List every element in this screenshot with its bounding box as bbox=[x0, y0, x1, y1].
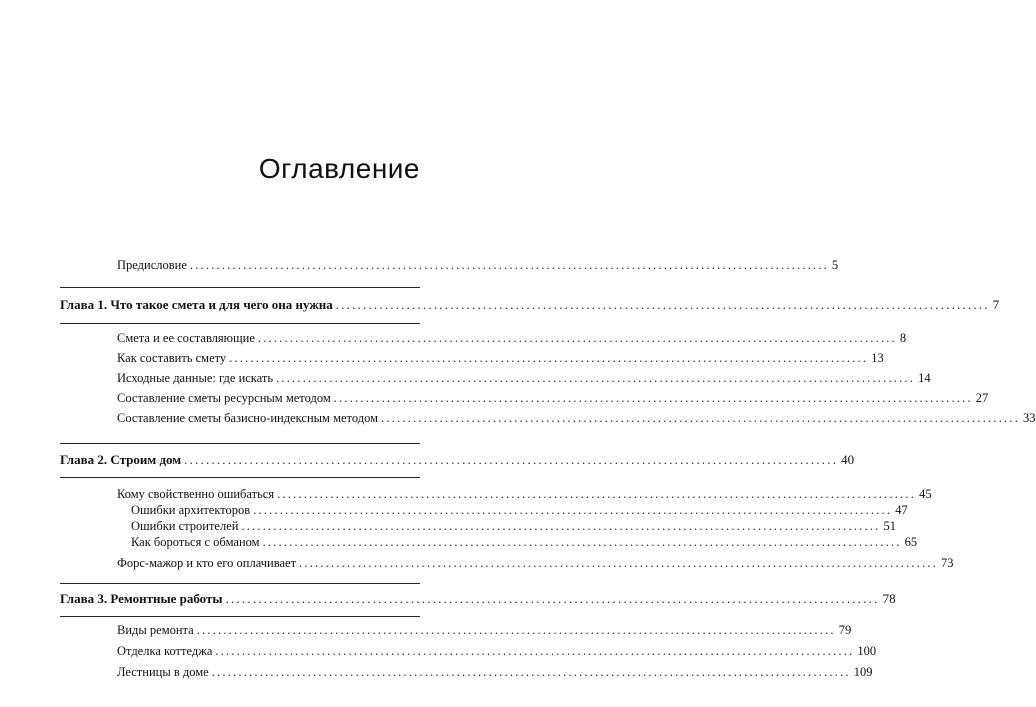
dot-leader: ........................................................................................................................ bbox=[381, 411, 1021, 425]
section-divider bbox=[60, 477, 420, 478]
toc-chapter-label: Глава 2. Строим дом bbox=[60, 452, 182, 467]
dot-leader: ........................................................................................................................ bbox=[215, 644, 855, 658]
toc-entry-label: Смета и ее составляющие bbox=[117, 331, 255, 345]
toc-entry-label: Составление сметы базисно-индексным методом bbox=[117, 411, 379, 425]
toc-chapter-page: 7 bbox=[992, 297, 1000, 312]
toc-entry-label: Форс-мажор и кто его оплачивает bbox=[117, 556, 297, 570]
toc-entry[interactable] bbox=[117, 350, 884, 366]
toc-entry-label: Отделка коттеджа bbox=[117, 644, 213, 658]
dot-leader: ........................................................................................................................ bbox=[229, 351, 869, 365]
dot-leader: ........................................................................................................................ bbox=[257, 331, 897, 345]
dot-leader: ........................................................................................................................ bbox=[189, 258, 829, 272]
dot-leader: ........................................................................................................................ bbox=[276, 371, 916, 385]
toc-entry[interactable] bbox=[117, 643, 877, 659]
toc-entry-label: Как составить смету bbox=[117, 351, 227, 365]
toc-entry-label: Ошибки строителей bbox=[131, 519, 239, 533]
toc-entry-page: 100 bbox=[857, 644, 877, 658]
toc-entry-label: Как бороться с обманом bbox=[131, 535, 260, 549]
toc-subentry[interactable] bbox=[131, 502, 908, 518]
section-divider bbox=[60, 616, 420, 617]
toc-chapter-page: 40 bbox=[841, 452, 855, 467]
toc-entry[interactable] bbox=[117, 390, 989, 406]
toc-entry[interactable] bbox=[117, 410, 1036, 426]
toc-entry[interactable] bbox=[117, 370, 931, 386]
toc-entry-label: Кому свойственно ошибаться bbox=[117, 487, 275, 501]
toc-entry-page: 65 bbox=[904, 535, 918, 549]
toc-subentry[interactable] bbox=[131, 534, 918, 550]
toc-entry-page: 14 bbox=[918, 371, 931, 385]
toc-entry-page: 51 bbox=[883, 519, 896, 533]
toc-subentry[interactable] bbox=[131, 518, 896, 534]
dot-leader: ........................................................................................................................ bbox=[241, 519, 881, 533]
toc-chapter-label: Глава 1. Что такое смета и для чего она нужна bbox=[60, 297, 333, 312]
toc-entry-page: 5 bbox=[831, 258, 839, 272]
toc-entry-preface[interactable] bbox=[117, 257, 839, 273]
toc-entry-page: 109 bbox=[853, 665, 873, 679]
dot-leader: ........................................................................................................................ bbox=[333, 391, 973, 405]
toc-chapter-page: 78 bbox=[882, 591, 896, 606]
dot-leader: ........................................................................................................................ bbox=[262, 535, 902, 549]
section-divider bbox=[60, 583, 420, 584]
toc-entry-label: Предисловие bbox=[117, 258, 187, 272]
dot-leader: ........................................................................................................................ bbox=[253, 503, 893, 517]
toc-entry-page: 45 bbox=[919, 487, 932, 501]
toc-entry-label: Исходные данные: где искать bbox=[117, 371, 274, 385]
dot-leader: ........................................................................................................................ bbox=[184, 452, 839, 467]
toc-chapter-3[interactable] bbox=[60, 591, 896, 607]
toc-chapter-1[interactable] bbox=[60, 297, 1000, 313]
toc-chapter-label: Глава 3. Ремонтные работы bbox=[60, 591, 223, 606]
toc-entry-page: 13 bbox=[871, 351, 884, 365]
toc-entry-page: 79 bbox=[838, 623, 852, 637]
toc-entry[interactable] bbox=[117, 555, 954, 571]
toc-entry-label: Ошибки архитекторов bbox=[131, 503, 251, 517]
section-divider bbox=[60, 323, 420, 324]
toc-entry-page: 27 bbox=[975, 391, 989, 405]
dot-leader: ........................................................................................................................ bbox=[299, 556, 939, 570]
toc-entry-page: 73 bbox=[941, 556, 954, 570]
toc-entry-page: 8 bbox=[899, 331, 907, 345]
dot-leader: ........................................................................................................................ bbox=[225, 591, 880, 606]
toc-entry-page: 47 bbox=[895, 503, 908, 517]
toc-entry-label: Виды ремонта bbox=[117, 623, 194, 637]
dot-leader: ........................................................................................................................ bbox=[277, 487, 917, 501]
page-title: Оглавление bbox=[258, 153, 420, 184]
section-divider bbox=[60, 443, 420, 444]
dot-leader: ........................................................................................................................ bbox=[196, 623, 836, 637]
toc-entry[interactable] bbox=[117, 622, 852, 638]
dot-leader: ........................................................................................................................ bbox=[211, 665, 851, 679]
toc-entry[interactable] bbox=[117, 330, 907, 346]
toc-entry-label: Составление сметы ресурсным методом bbox=[117, 391, 331, 405]
dot-leader: ........................................................................................................................ bbox=[335, 297, 990, 312]
toc-entry-page: 33 bbox=[1023, 411, 1036, 425]
toc-entry[interactable] bbox=[117, 664, 873, 680]
toc-entry[interactable] bbox=[117, 486, 932, 502]
section-divider bbox=[60, 287, 420, 288]
toc-chapter-2[interactable] bbox=[60, 452, 855, 468]
toc-entry-label: Лестницы в доме bbox=[117, 665, 209, 679]
